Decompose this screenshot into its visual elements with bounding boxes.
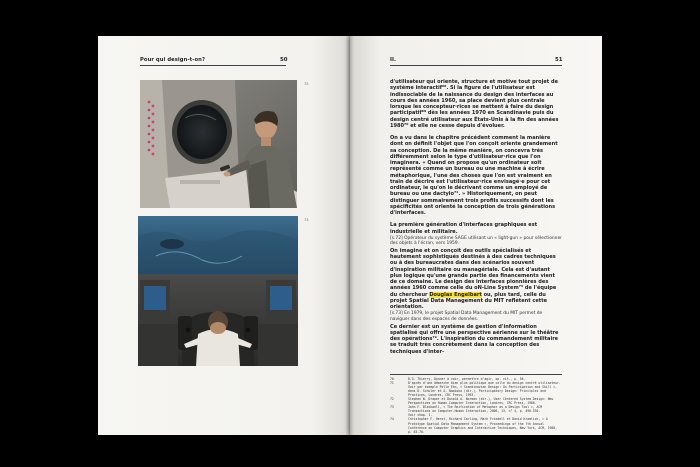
footnote-text: B.G. Thierry, Donner à voir, permettre d'agir, op. cit., p. 56. [408,377,526,381]
photo-sage-operator [140,80,297,208]
paragraph-5: Ce dernier est un système de gestion d'information spatialisé qui offre une perspective aérienne sur le théâtre des opérations⁷⁴. L'inspiration du commandement militaire se traduit très concrètement dans la conception des techniques d'inter- [390,323,559,355]
footnote-number: 71 [390,381,394,386]
photo-spatial-data-management [138,216,298,366]
head-rule-left [140,65,286,66]
highlighted-name: Douglas Engelbart [429,291,482,298]
paragraph-1: d'utilisateur qui oriente, structure et motive tout projet de système interactif⁶⁸. Si la figure de l'utilisateur est indissociable de la naissance du design des interfaces au cours des années 1960, sa place devient plus centrale lorsque les concepteur·rices se mettent à faire du design participatif⁶⁹ dès les années 1970 en Scandinavie puis du design centré utilisateur aux États-Unis à la fin des années 1980⁷⁰ et elle ne cesse depuis d'évoluer. [390,79,559,129]
footnote-text: John F. Blackwell, « The Reification of Metaphor as a Design Tool », ACM Transactions on Computer-Human Interaction, 2006, 13, n° 4, p. 490-530. [408,405,544,414]
caption-72: [s.72] Opérateur du système SAGE utilisant un « light-gun » pour sélectionner des objets à l'écran, vers 1959. [390,235,562,247]
paragraph-4 [390,248,562,311]
body-text [390,79,562,361]
figure-number-73: 73 [304,218,309,222]
footnotes [390,377,562,434]
caption-73: [s.73] En 1979, le projet Spatial Data Management du MIT permet de naviguer dans des espaces de données. [390,311,543,323]
head-rule-right [390,65,562,66]
paragraph-3: La première génération d'interfaces graphiques est industrielle et militaire. [390,222,538,235]
footnote [390,397,562,405]
footnote-text: Voir chap. I. [408,413,433,418]
running-head-left: Pour qui design-t-on? [140,57,206,63]
folio-left: 50 [280,57,288,63]
footnote-number: 73 [390,405,394,410]
running-head-right: II. [390,57,397,63]
footnote-number: 74 [390,417,394,422]
notes-rule [390,374,562,375]
left-page [98,36,350,435]
book-gutter [346,36,354,435]
paragraph-4-after: ou, plus tard, celle du projet Spatial Data Management du MIT reflètent cette orientation. [390,291,548,311]
footnote [390,417,562,433]
folio-right: 51 [555,57,563,63]
footnote-text: Christopher F. Herot, Richard Carling, Mark Friedell et David Kramlich, « A Prototype Spatial Data Management System », Proceedings of the 7th Annual Conference on Computer Graphics and Interactive Techniques, New York, ACM, 1980, p. 63-70. [408,417,559,434]
paragraph-4-before: On imagine et on conçoit des outils spécialisés et hautement sophistiqués destinés à des cadres techniques ou à des bureaucrates dans des scénarios souvent d'inspiration militaire ou managériale. Cela est d'autant plus logique qu'une grande partie des financements vient de ce domaine. Le design des interfaces pionnières des années 1960 comme celle du oN-Line System⁷³ de l'équipe du chercheur [390,247,557,298]
figure-number-72: 72 [304,82,309,86]
footnote-number: 72 [390,397,394,402]
footnote [390,381,562,397]
paragraph-2: On a vu dans le chapitre précédent comment la manière dont on définit l'objet que l'on conçoit oriente grandement sa conception. De la même manière, on concevra très différemment selon le type d'utilisateur·rice que l'on imaginera. « Quand on propose qu'un ordinateur soit représenté comme un bureau ou une machine à écrire métaphorique, l'une des choses que l'on est vraiment en train de décrire est l'utilisateur·rice envisagé·e pour cet ordinateur, ie qu'on le décrivant comme un employé de bureau ou une dactylo⁷¹. » Historiquement, on peut distinguer sommairement trois profils successifs dont les spécificités ont orienté la conception de trois générations d'interfaces. [390,135,558,216]
footnote-number: 70 [390,377,394,381]
footnote-text: D'après d'une démarche bien plus politique que celle du design centré utilisateur. Voir par exemple Pelle Ehn, « Scandinavian Design: On Participation and Skill », dans D. Schuler et A. Namioka (dir.), Participatory Design: Principles and Practices, Londres, CRC Press, 1993. [408,381,563,398]
footnote-text: Stephen W. Draper et Donald A. Norman (dir.), User Centered System Design: New Perspectives on Human-Computer Interaction, Londres, CRC Press, 1986. [408,397,556,406]
right-page [350,36,602,435]
footnote [390,405,562,413]
